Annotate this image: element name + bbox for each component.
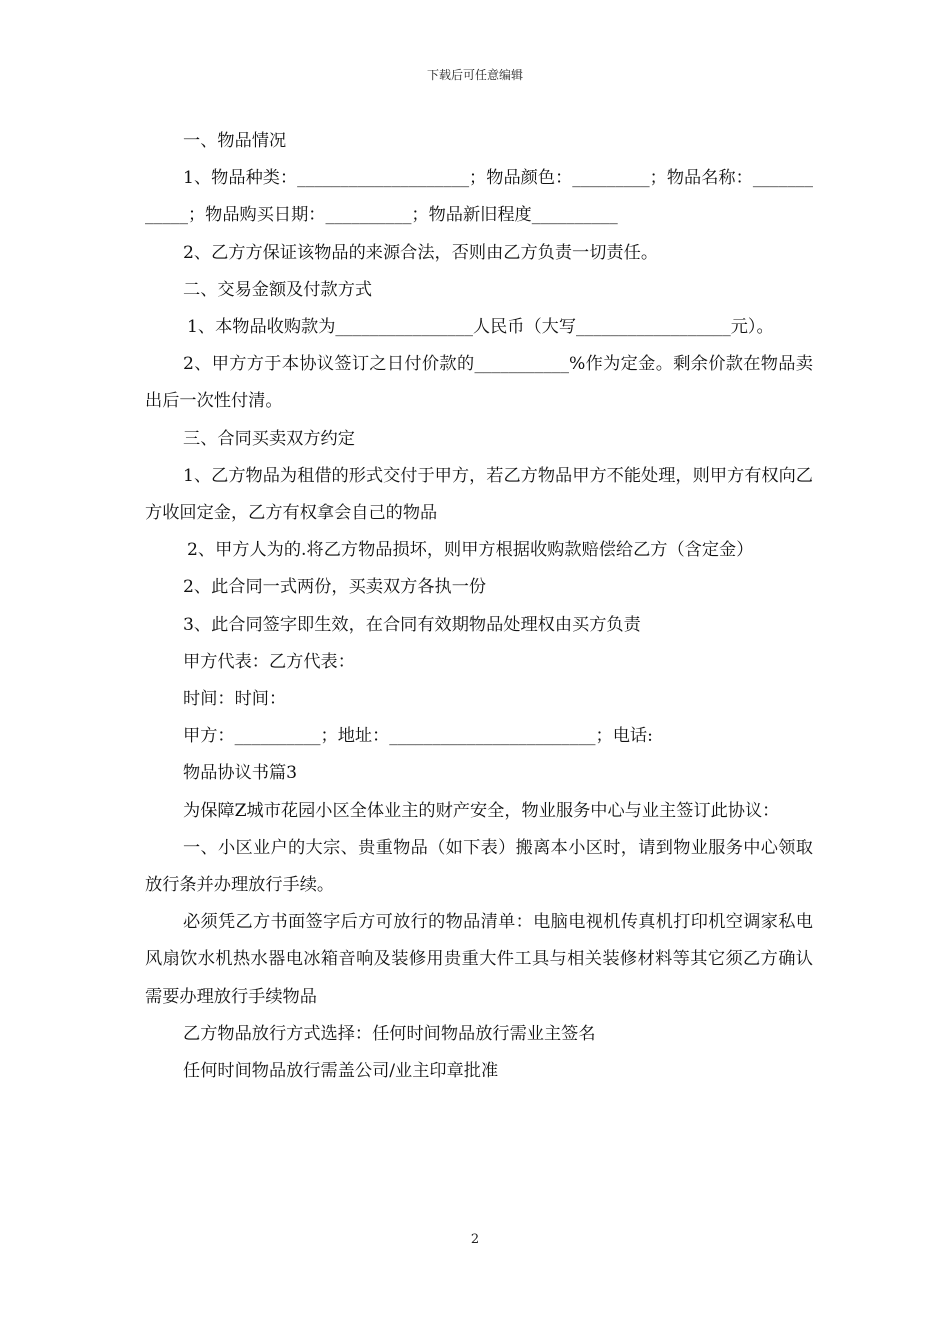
paragraph: 2、甲方方于本协议签订之日付价款的___________%作为定金。剩余价款在物品卖出后一次性付清。 [145, 354, 813, 412]
paragraph: 物品协议书篇3 [183, 763, 298, 784]
paragraph: 1、物品种类：____________________；物品颜色：_________；物品名称：____________；物品购买日期：__________；物品新旧程度__________ [145, 168, 813, 226]
document-body [145, 123, 813, 1090]
paragraph: 时间：时间： [183, 689, 287, 710]
paragraph: 必须凭乙方书面签字后方可放行的物品清单：电脑电视机传真机打印机空调家私电风扇饮水机热水器电冰箱音响及装修用贵重大件工具与相关装修材料等其它须乙方确认需要办理放行手续物品 [145, 912, 813, 1007]
paragraph: 二、交易金额及付款方式 [183, 279, 373, 300]
page-header: 下载后可任意编辑 [426, 68, 523, 82]
paragraph: 2、此合同一式两份，买卖双方各执一份 [183, 577, 487, 598]
paragraph: 甲方：__________；地址：________________________；电话: [183, 726, 653, 747]
paragraph: 任何时间物品放行需盖公司/业主印章批准 [183, 1061, 499, 1082]
paragraph: 一、小区业户的大宗、贵重物品（如下表）搬离本小区时，请到物业服务中心领取放行条并办理放行手续。 [145, 837, 813, 896]
paragraph: 1、本物品收购款为________________人民币（大写__________________元）。 [187, 317, 774, 338]
paragraph: 一、物品情况 [183, 131, 287, 151]
paragraph: 甲方代表：乙方代表： [183, 651, 355, 672]
paragraph: 乙方物品放行方式选择：任何时间物品放行需业主签名 [183, 1023, 596, 1044]
paragraph: 三、合同买卖双方约定 [183, 428, 355, 449]
paragraph: 3、此合同签字即生效，在合同有效期物品处理权由买方负责 [183, 614, 641, 635]
paragraph: 为保障Z城市花园小区全体业主的财产安全，物业服务中心与业主签订此协议： [183, 800, 780, 821]
paragraph: 2、甲方人为的.将乙方物品损坏，则甲方根据收购款赔偿给乙方（含定金） [187, 540, 754, 561]
paragraph: 1、乙方物品为租借的形式交付于甲方，若乙方物品甲方不能处理，则甲方有权向乙方收回定金，乙方有权拿会自己的物品 [145, 465, 813, 524]
paragraph: 2、乙方方保证该物品的来源合法，否则由乙方负责一切责任。 [183, 242, 659, 263]
page-number: 2 [470, 1232, 480, 1247]
